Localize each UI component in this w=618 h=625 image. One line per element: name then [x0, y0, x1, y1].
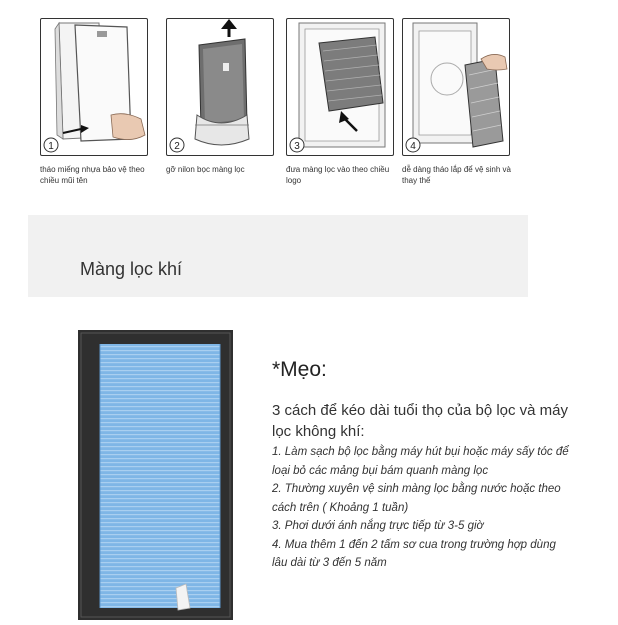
step-caption: dễ dàng tháo lắp để vệ sinh và thay thế [402, 165, 511, 185]
tips-title: *Mẹo: [272, 358, 327, 381]
step-1-illustration [40, 18, 148, 156]
step-3-illustration [286, 18, 394, 156]
section-banner [28, 215, 528, 297]
tips-section [272, 358, 572, 573]
tip-item: 2. Thường xuyên vệ sinh màng lọc bằng nước hoặc theo cách trên ( Khoảng 1 tuần) [272, 483, 561, 514]
step-caption: tháo miếng nhựa bảo vệ theo chiều mũi tên [40, 165, 145, 185]
step-2 [166, 18, 274, 175]
step-number: 1 [48, 141, 54, 152]
step-caption: đưa màng lọc vào theo chiều logo [286, 165, 390, 185]
step-caption: gỡ nilon bọc màng lọc [166, 165, 245, 174]
step-number-badge [41, 19, 147, 155]
step-number-badge [287, 19, 393, 155]
step-1 [40, 18, 148, 186]
step-number-badge [403, 19, 509, 155]
step-number: 3 [294, 141, 300, 152]
filter-image [78, 330, 233, 625]
step-number: 2 [174, 141, 180, 152]
step-3 [286, 18, 394, 186]
tips-intro: 3 cách để kéo dài tuổi thọ của bộ lọc và máy lọc không khí: [272, 402, 569, 440]
tip-item: 3. Phơi dưới ánh nắng trực tiếp từ 3-5 giờ [272, 520, 484, 532]
step-number: 4 [410, 141, 416, 152]
step-4 [402, 18, 510, 186]
tip-item: 1. Làm sạch bộ lọc bằng máy hút bụi hoặc máy sấy tóc để loại bỏ các mảng bụi bám quanh màng lọc [272, 446, 569, 477]
instruction-steps [40, 18, 520, 193]
tip-item: 4. Mua thêm 1 đến 2 tấm sơ cua trong trường hợp dùng lâu dài từ 3 đến 5 năm [272, 538, 556, 569]
banner-title: Màng lọc khí [80, 259, 183, 279]
step-4-illustration [402, 18, 510, 156]
step-number-badge [167, 19, 273, 155]
step-2-illustration [166, 18, 274, 156]
